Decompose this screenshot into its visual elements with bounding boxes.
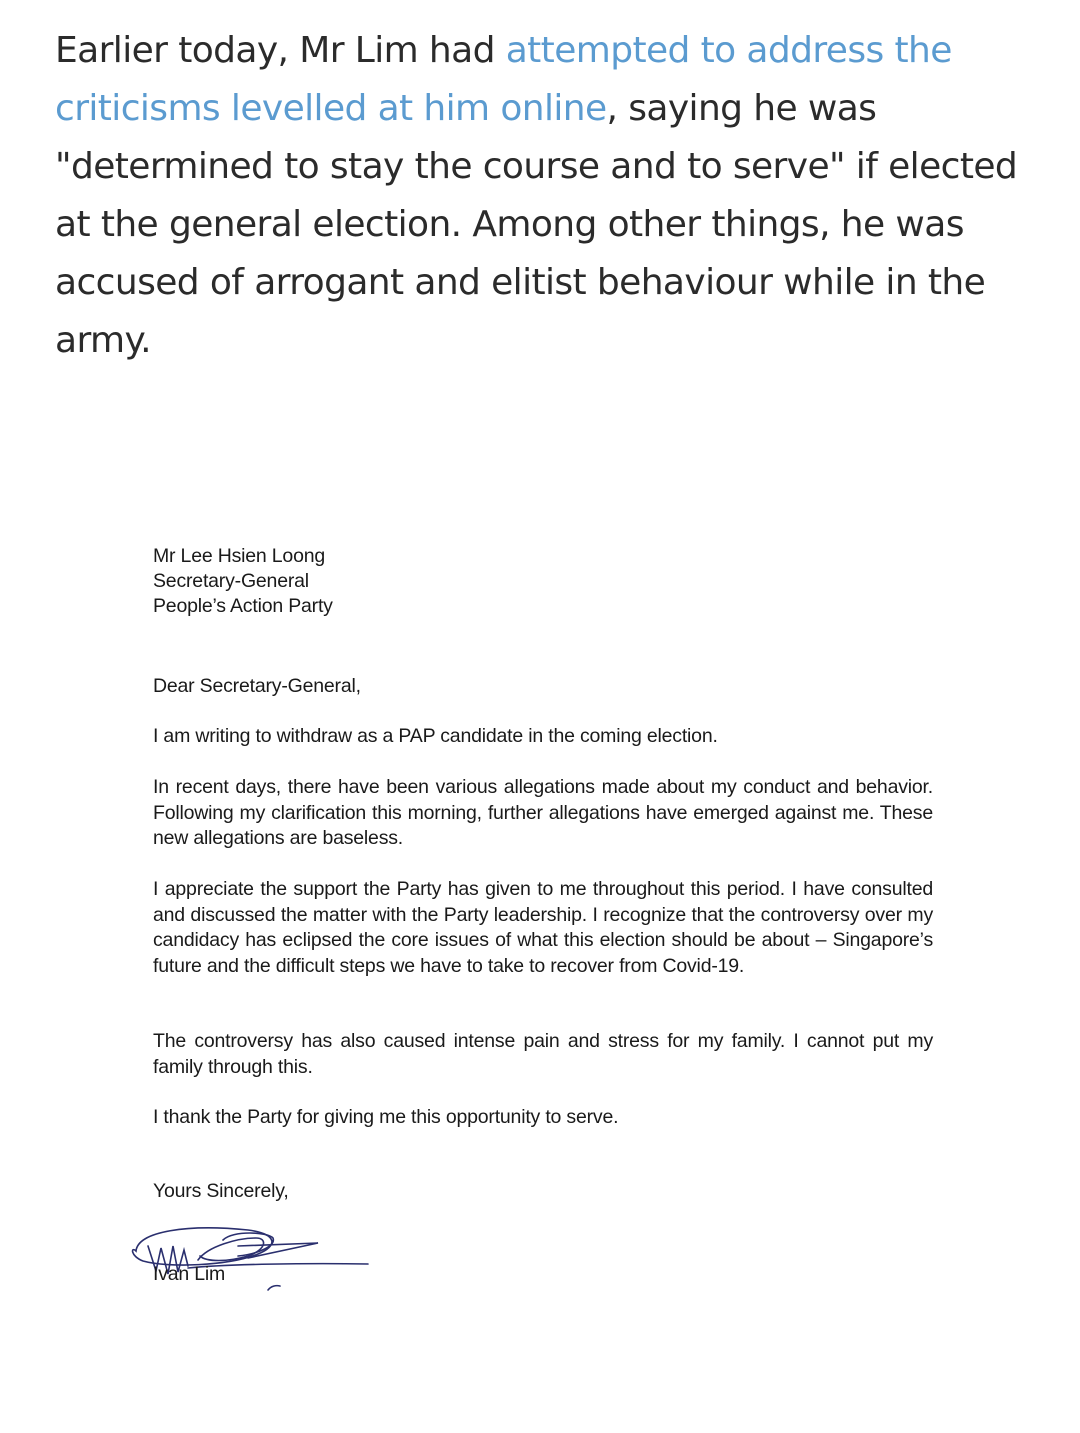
letter-paragraph: I am writing to withdraw as a PAP candidate in the coming election. [153,725,718,747]
letter-signer-name: Ivan Lim [153,1263,226,1285]
letter-paragraph: The controversy has also caused intense pain and stress for my family. I cannot put my family through this. [153,1030,933,1078]
withdrawal-letter-image [153,544,933,1285]
letter-paragraph: I appreciate the support the Party has given to me throughout this period. I have consulted and discussed the matter with the Party leadership. I recognize that the controversy over my candidacy has eclipsed the core issues of what this election should be about – Singapore’s future and the difficult steps we have to take to recover from Covid-19. [153,878,933,977]
recipient-organization: People’s Action Party [153,595,333,617]
letter-recipient-block [153,544,933,619]
article-paragraph [55,22,1035,370]
letter-salutation: Dear Secretary-General, [153,675,361,697]
article-text-after-link: , saying he was "determined to stay the course and to serve" if elected at the general election. Among other things, he was accused of arrogant and elitist behaviour while in the army. [55,88,1018,361]
letter-paragraph: I thank the Party for giving me this opportunity to serve. [153,1106,619,1128]
article-link[interactable]: attempted to address the criticisms levelled at him online [55,30,952,129]
recipient-title: Secretary-General [153,570,309,592]
letter-closing: Yours Sincerely, [153,1180,289,1202]
article-text-before-link: Earlier today, Mr Lim had [55,30,506,71]
recipient-name: Mr Lee Hsien Loong [153,545,326,567]
letter-paragraph: In recent days, there have been various allegations made about my conduct and behavior. Following my clarification this morning, further allegations have emerged against me. These new allegations are baseless. [153,776,933,849]
